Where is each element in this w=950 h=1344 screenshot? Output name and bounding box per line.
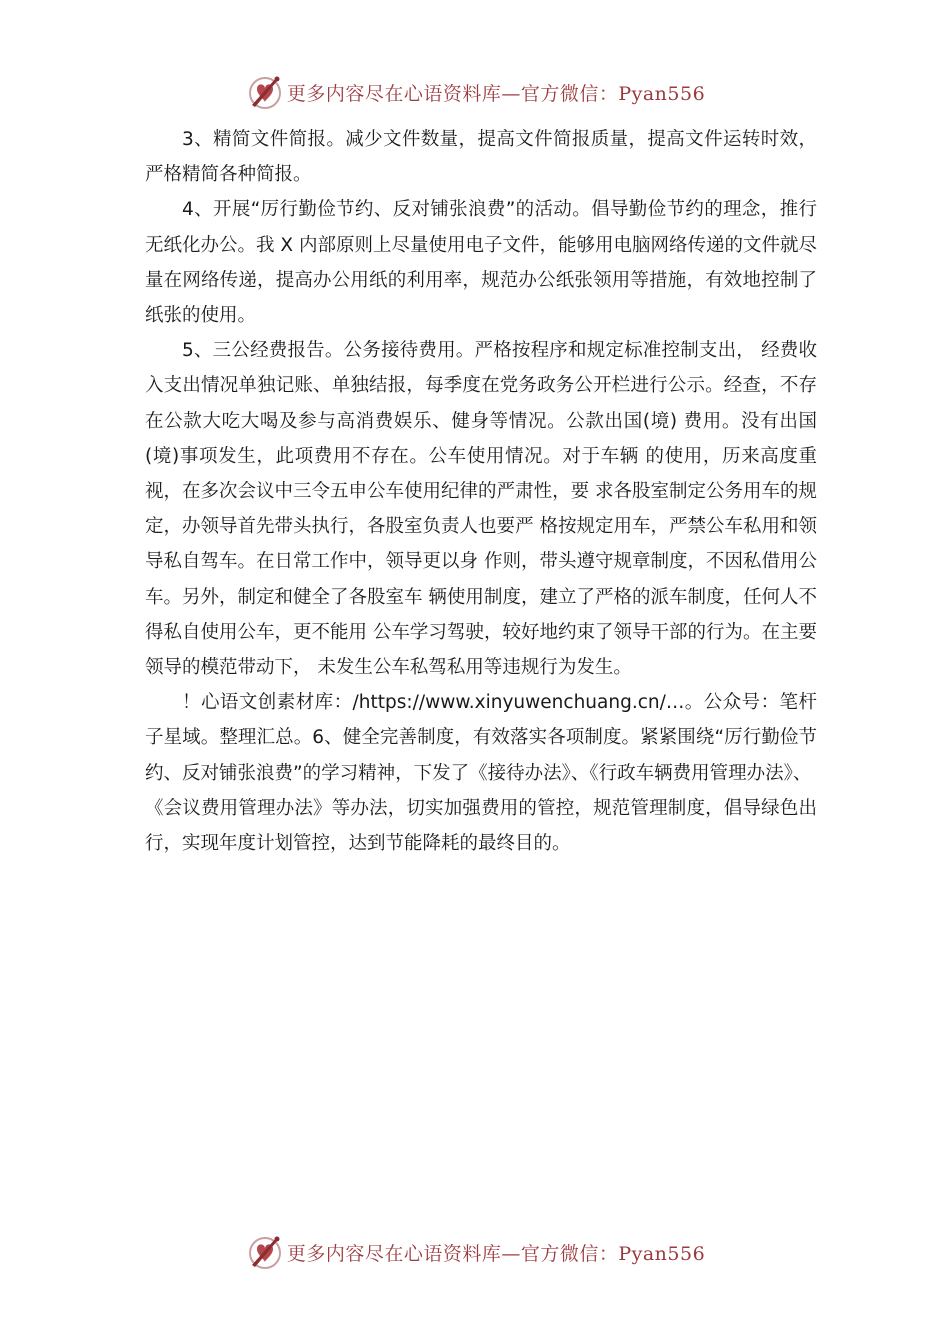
document-body [145, 122, 817, 861]
paragraph-3: 3、精简文件简报。减少文件数量，提高文件简报质量，提高文件运转时效，严格精简各种简报。 [145, 129, 817, 186]
heart-brush-logo-icon [245, 1232, 285, 1272]
heart-brush-logo-icon [245, 72, 285, 112]
paragraph-6: ！心语文创素材库：/https://www.xinyuwenchuang.cn/…。公众号：笔杆子星域。整理汇总。6、健全完善制度，有效落实各项制度。紧紧围绕“厉行勤俭节约、反对铺张浪费”的学习精神，下发了《接待办法》、《行政车辆费用管理办法》、 [145, 692, 817, 784]
paragraph-5: 5、三公经费报告。公务接待费用。严格按程序和规定标准控制支出， 经费收入支出情况单独记账、单独结报，每季度在党务政务公开栏进行公示。经查，不存在公款大吃大喝及参与高消费娱乐、健身等情况。公款出国(境) 费用。没有出国(境)事项发生，此项费用不存在。公车使用情况。对于车辆 的使用，历来高度重视，在多次会议中三令五申公车使用纪律的严肃性，要 求各股室制定公务用车的规定，办领导首先带头执行，各股室负责人也要严 格按规定用车，严禁公车私用和领导私自驾车。在日常工作中，领导更以身 作则，带头遵守规章制度，不因私借用公车。另外，制定和健全了各股室车 辆使用制度，建立了严格的派车制度，任何人不得私自使用公车，更不能用 公车学习驾驶，较好地约束了领导干部的行为。在主要领导的模范带动下， 未发生公车私驾私用等违规行为发生。 [145, 340, 817, 679]
watermark-banner-top [0, 70, 950, 114]
paragraph-6-continued: 《会议费用管理办法》等办法，切实加强费用的管控，规范管理制度，倡导绿色出行，实现年度计划管控，达到节能降耗的最终目的。 [145, 797, 817, 855]
watermark-text: 更多内容尽在心语资料库—官方微信：Pyan556 [286, 1242, 706, 1265]
watermark-banner-bottom [0, 1230, 950, 1274]
watermark-text: 更多内容尽在心语资料库—官方微信：Pyan556 [286, 82, 706, 105]
paragraph-4: 4、开展“厉行勤俭节约、反对铺张浪费”的活动。倡导勤俭节约的理念，推行无纸化办公。我 X 内部原则上尽量使用电子文件，能够用电脑网络传递的文件就尽量在网络传递，提高办公用纸的利用率，规范办公纸张领用等措施，有效地控制了纸张的使用。 [145, 199, 817, 327]
